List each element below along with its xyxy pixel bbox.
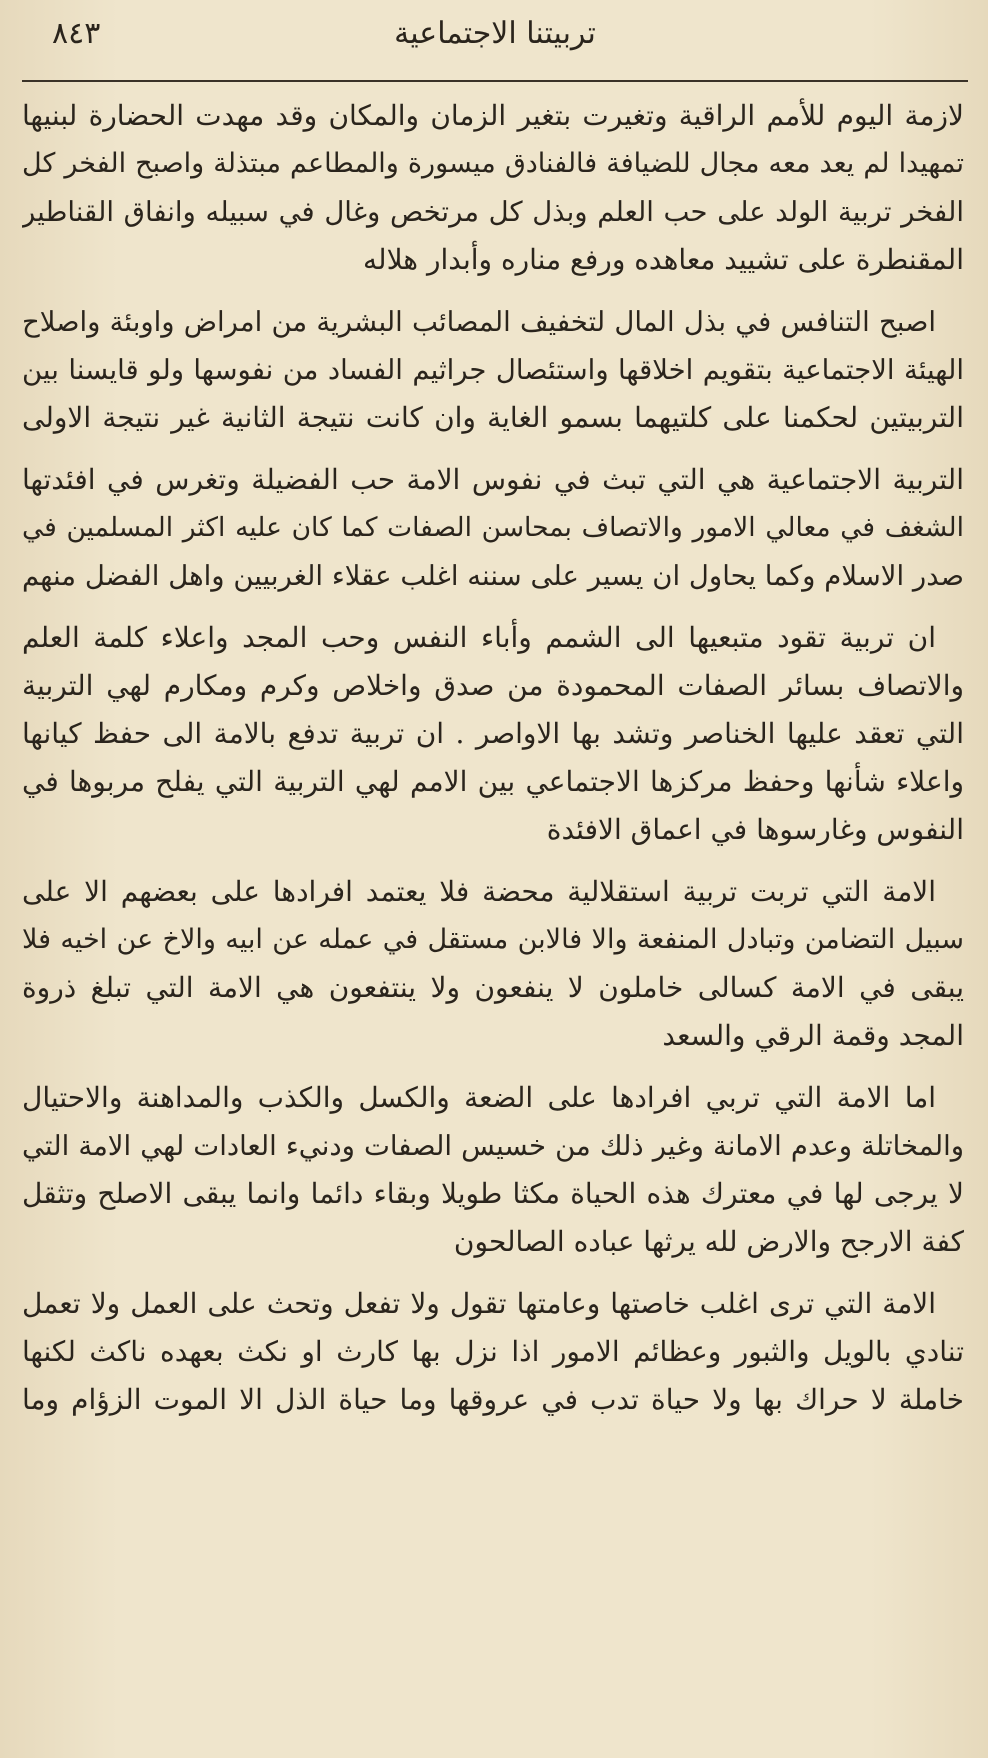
text-line: المقنطرة على تشييد معاهده ورفع مناره وأبدار هلاله [363,243,964,276]
text-line: صدر الاسلام وكما يحاول ان يسير على سننه اغلب عقلاء الغربيين واهل الفضل منهم [22,560,964,592]
text-line: التربيتين لحكمنا على كلتيهما بسمو الغاية وان كانت نتيجة الثانية غير نتيجة الاولى [22,401,964,434]
text-line: الفخر تربية الولد على حب العلم وبذل كل مرتخص وغال في سبيله وانفاق القناطير [22,196,964,228]
text-line: كفة الارجح والارض لله يرثها عباده الصالحون [453,1225,964,1258]
text-line: تنادي بالويل والثبور وعظائم الامور اذا نزل بها كارث او نكث بعهده ناكث لكنها [22,1335,964,1368]
text-line: ان تربية تقود متبعيها الى الشمم وأباء النفس وحب المجد واعلاء كلمة العلم [22,621,936,654]
document-body [22,92,964,1438]
paragraph [22,1280,964,1424]
text-line: خاملة لا حراك بها ولا حياة تدب في عروقها وما حياة الذل الا الموت الزؤام وما [22,1383,964,1416]
text-line: الشغف في معالي الامور والاتصاف بمحاسن الصفات كما كان عليه اكثر المسلمين في [22,512,964,543]
paragraph [22,1074,964,1266]
text-line: الهيئة الاجتماعية بتقويم اخلاقها واستئصال جراثيم الفساد من نفوسها ولو قايسنا بين [22,354,964,386]
text-line: النفوس وغارسوها في اعماق الافئدة [546,813,964,846]
text-line: واعلاء شأنها وحفظ مركزها الاجتماعي بين الامم لهي التربية التي يفلح مربوها في [22,765,964,798]
text-line: التي تعقد عليها الخناصر وتشد بها الاواصر . ان تربية تدفع بالامة الى حفظ كيانها [22,717,964,750]
page-header [22,0,968,72]
text-line: والاتصاف بسائر الصفات المحمودة من صدق واخلاص وكرم ومكارم لهي التربية [22,669,964,702]
text-line: سبيل التضامن وتبادل المنفعة والا فالابن مستقل في عمله عن ابيه والاخ عن اخيه فلا [22,924,964,955]
page-number: ٨٤٣ [52,16,101,51]
text-line: اصبح التنافس في بذل المال لتخفيف المصائب البشرية من امراض واوبئة واصلاح [22,306,936,338]
paragraph [22,298,964,442]
text-line: التربية الاجتماعية هي التي تبث في نفوس الامة حب الفضيلة وتغرس في افئدتها [22,463,964,496]
text-line: تمهيدا لم يعد معه مجال للضيافة فالفنادق ميسورة والمطاعم مبتذلة واصبح الفخر كل [22,148,964,179]
paragraph [22,868,964,1060]
text-line: المجد وقمة الرقي والسعد [662,1019,964,1052]
text-line: الامة التي تربت تربية استقلالية محضة فلا يعتمد افرادها على بعضهم الا على [22,875,936,908]
text-line: يبقى في الامة كسالى خاملون لا ينفعون ولا ينتفعون هي الامة التي تبلغ ذروة [22,971,964,1004]
text-line: والمخاتلة وعدم الامانة وغير ذلك من خسيس الصفات ودنيء العادات لهي الامة التي [22,1130,964,1162]
paragraph [22,614,964,854]
header-rule [22,80,968,82]
text-line: اما الامة التي تربي افرادها على الضعة والكسل والكذب والمداهنة والاحتيال [22,1081,936,1114]
text-line: لازمة اليوم للأمم الراقية وتغيرت بتغير الزمان والمكان وقد مهدت الحضارة لبنيها [22,99,964,132]
text-line: لا يرجى لها في معترك هذه الحياة مكثا طويلا وبقاء دائما وانما يبقى الاصلح وتثقل [22,1177,964,1210]
paragraph [22,92,964,284]
text-line: الامة التي ترى اغلب خاصتها وعامتها تقول ولا تفعل وتحث على العمل ولا تعمل [22,1287,936,1320]
running-title: تربيتنا الاجتماعية [394,16,596,51]
paragraph [22,456,964,600]
